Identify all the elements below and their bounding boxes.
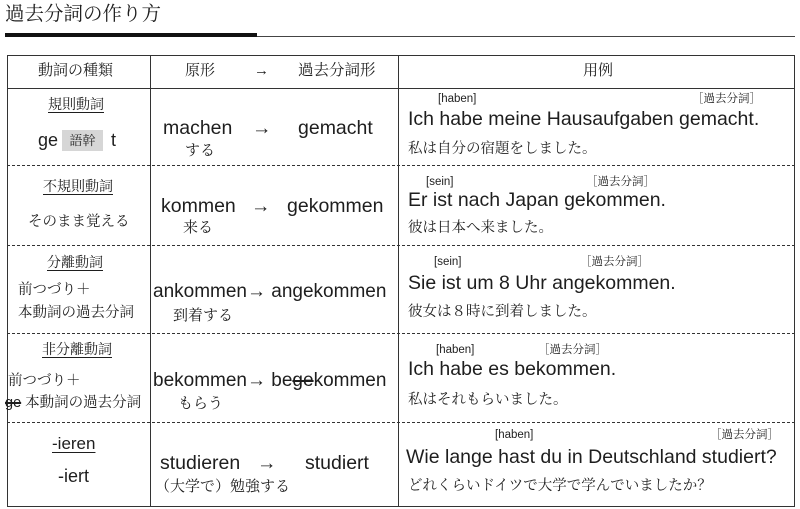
auxiliary-label: [haben] xyxy=(495,429,534,441)
header-example: 用例 xyxy=(583,62,614,79)
title-underline-accent xyxy=(5,33,257,37)
participle-label: ［過去分詞］ xyxy=(538,344,607,356)
header-participle: 過去分詞形 xyxy=(298,62,376,79)
rule-line-2 xyxy=(5,396,141,411)
rule-prefix: ge xyxy=(38,130,59,150)
verb-meaning: 来る xyxy=(183,219,214,236)
rule-line-2-text: 本動詞の過去分詞 xyxy=(25,395,142,411)
verb-meaning: 到着する xyxy=(173,307,234,324)
header-verb-type: 動詞の種類 xyxy=(38,62,114,79)
verb-category: 規則動詞 xyxy=(48,96,104,112)
rule-suffix: t xyxy=(111,130,117,150)
verb-category: 非分離動詞 xyxy=(42,341,112,357)
rule-line-1: 前つづり＋ xyxy=(18,282,91,298)
header-divider xyxy=(7,88,795,89)
verb-category: 不規則動詞 xyxy=(43,178,113,194)
example-translation: 私は自分の宿題をしました。 xyxy=(408,141,597,157)
verb-category: 分離動詞 xyxy=(47,254,103,270)
arrow: → xyxy=(247,370,266,391)
example-sentence: Ich habe es bekommen. xyxy=(408,358,617,380)
verb-meaning: もらう xyxy=(178,395,224,412)
base-form: machen xyxy=(163,117,233,139)
past-participle: gekommen xyxy=(287,195,384,217)
rule-line-2: 本動詞の過去分詞 xyxy=(18,305,134,321)
past-participle-rest: kommen xyxy=(313,370,387,391)
example-sentence: Er ist nach Japan gekommen. xyxy=(408,189,666,211)
past-participle: studiert xyxy=(305,452,369,474)
example-translation: 彼女は８時に到着しました。 xyxy=(408,304,597,320)
base-form: ankommen xyxy=(153,281,247,302)
example-sentence: Sie ist um 8 Uhr angekommen. xyxy=(408,272,676,294)
base-form: bekommen xyxy=(153,370,247,391)
conjugation-line xyxy=(153,371,386,390)
past-participle: gemacht xyxy=(298,117,373,139)
base-form: studieren xyxy=(160,452,241,474)
verb-meaning: （大学で）勉強する xyxy=(155,478,291,495)
verb-meaning: する xyxy=(185,142,216,159)
struck-ge: ge xyxy=(5,395,22,411)
past-participle-prefix: be xyxy=(271,370,293,391)
arrow: → xyxy=(252,117,272,139)
arrow: → xyxy=(251,195,271,217)
past-participle: angekommen xyxy=(271,281,387,302)
header-arrow: → xyxy=(254,62,269,79)
arrow: → xyxy=(247,281,266,302)
arrow: → xyxy=(257,452,277,474)
participle-label: ［過去分詞］ xyxy=(710,429,779,441)
rule-stem-box: 語幹 xyxy=(62,130,103,151)
rule-text: -iert xyxy=(58,466,89,486)
column-divider xyxy=(398,55,399,507)
row-divider xyxy=(7,422,795,423)
example-sentence: Wie lange hast du in Deutschland studiert? xyxy=(406,446,777,468)
conjugation-line xyxy=(153,282,386,301)
rule-text: そのまま覚える xyxy=(28,214,130,230)
example-translation: 私はそれもらいました。 xyxy=(408,392,568,408)
row-divider xyxy=(7,165,795,166)
example-translation: どれくらいドイツで大学で学んでいましたか？ xyxy=(408,478,712,494)
rule-line-1: 前つづり＋ xyxy=(8,373,81,389)
auxiliary-label: [sein] xyxy=(426,176,454,188)
row-divider xyxy=(7,245,795,246)
auxiliary-label: [haben] xyxy=(436,344,475,356)
example-translation: 彼は日本へ来ました。 xyxy=(408,220,553,236)
base-form: kommen xyxy=(161,195,236,217)
participle-label: ［過去分詞］ xyxy=(692,93,761,105)
row-divider xyxy=(7,333,795,334)
auxiliary-label: [haben] xyxy=(438,93,477,105)
verb-category: -ieren xyxy=(52,434,96,453)
past-participle-struck: ge xyxy=(292,370,314,391)
example-sentence: Ich habe meine Hausaufgaben gemacht. xyxy=(408,108,760,130)
auxiliary-label: [sein] xyxy=(434,256,462,268)
participle-label: ［過去分詞］ xyxy=(586,176,655,188)
header-base-form: 原形 xyxy=(185,62,216,79)
page-title: 過去分詞の作り方 xyxy=(5,3,162,25)
column-divider xyxy=(150,55,151,507)
participle-label: ［過去分詞］ xyxy=(580,256,649,268)
